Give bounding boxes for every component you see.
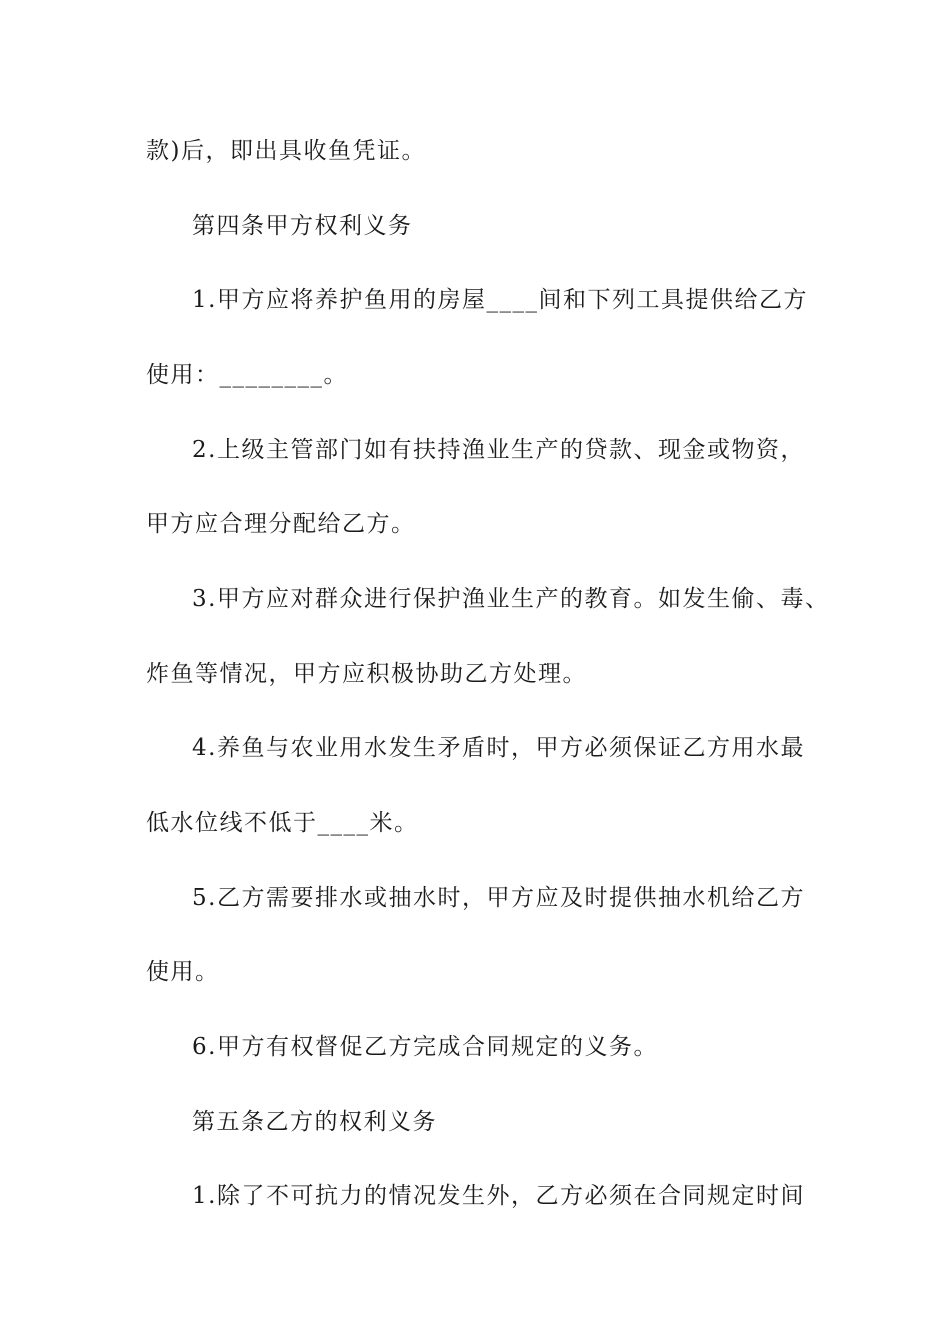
paragraph-line-1: 款)后，即出具收鱼凭证。 (146, 138, 426, 164)
clause-4-3-line-2: 炸鱼等情况，甲方应积极协助乙方处理。 (146, 661, 587, 687)
clause-4-4-line-2: 低水位线不低于____米。 (146, 810, 419, 836)
clause-4-4-line-1: 4.养鱼与农业用水发生矛盾时，甲方必须保证乙方用水最 (192, 735, 805, 761)
section-heading-article-5: 第五条乙方的权利义务 (192, 1109, 437, 1135)
clause-4-5-line-2: 使用。 (146, 959, 220, 985)
clause-4-1-line-2: 使用：________。 (146, 362, 348, 388)
clause-5-1-line-1: 1.除了不可抗力的情况发生外，乙方必须在合同规定时间 (192, 1183, 805, 1209)
clause-4-5-line-1: 5.乙方需要排水或抽水时，甲方应及时提供抽水机给乙方 (192, 885, 805, 911)
clause-4-6: 6.甲方有权督促乙方完成合同规定的义务。 (192, 1034, 658, 1060)
clause-4-2-line-2: 甲方应合理分配给乙方。 (146, 511, 416, 537)
clause-4-2-line-1: 2.上级主管部门如有扶持渔业生产的贷款、现金或物资， (192, 437, 805, 463)
clause-4-1-line-1: 1.甲方应将养护鱼用的房屋____间和下列工具提供给乙方 (192, 287, 808, 313)
section-heading-article-4: 第四条甲方权利义务 (192, 213, 413, 239)
clause-4-3-line-1: 3.甲方应对群众进行保护渔业生产的教育。如发生偷、毒、 (192, 586, 830, 612)
